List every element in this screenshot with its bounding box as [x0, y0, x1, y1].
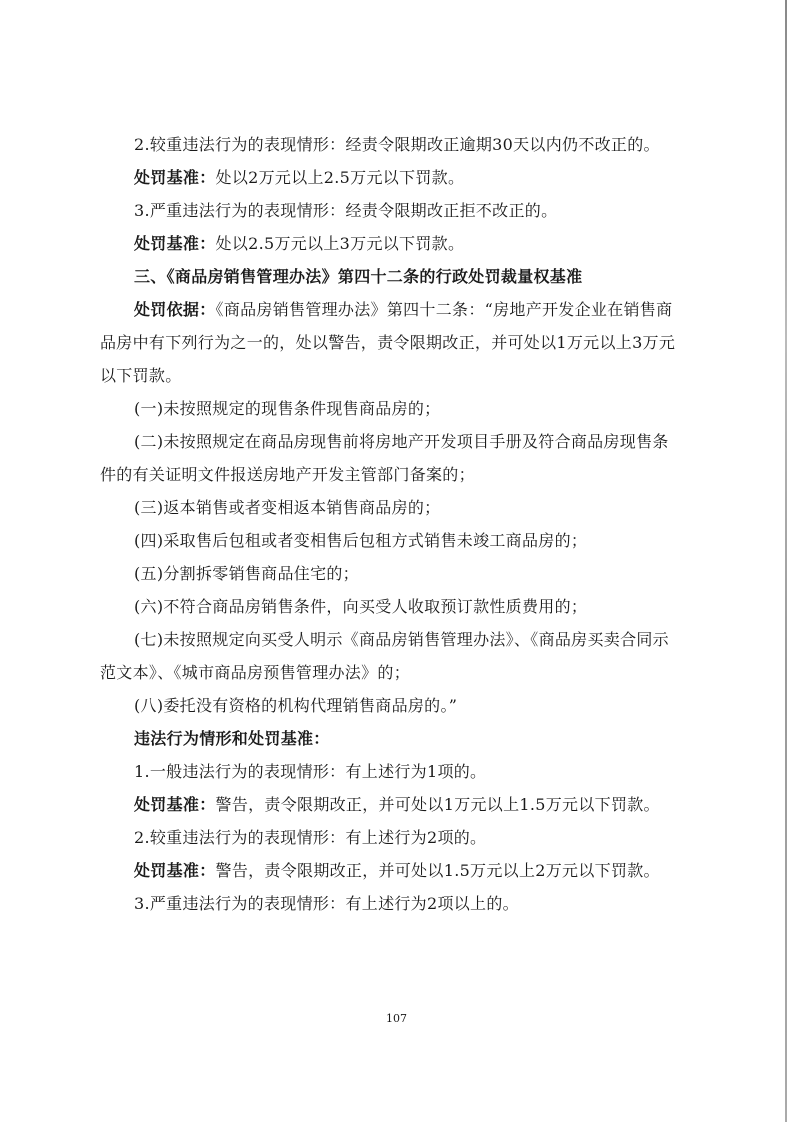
paragraph: 处罚基准：警告，责令限期改正，并可处以1万元以上1.5万元以下罚款。 [134, 795, 660, 814]
list-item: (五)分割拆零销售商品住宅的； [134, 564, 359, 583]
scan-edge-line [785, 0, 787, 1122]
paragraph: 1.一般违法行为的表现情形：有上述行为1项的。 [134, 762, 487, 781]
list-item: (八)委托没有资格的机构代理销售商品房的。” [134, 696, 458, 715]
paragraph: 3.严重违法行为的表现情形：经责令限期改正拒不改正的。 [134, 201, 558, 220]
paragraph: 处罚基准：处以2.5万元以上3万元以下罚款。 [134, 234, 465, 253]
paragraph: 3.严重违法行为的表现情形：有上述行为2项以上的。 [134, 894, 519, 913]
paragraph: 2.较重违法行为的表现情形：经责令限期改正逾期30天以内仍不改正的。 [134, 135, 660, 154]
body-text [100, 128, 680, 920]
list-item: (一)未按照规定的现售条件现售商品房的； [134, 399, 441, 418]
page-number: 107 [386, 1012, 407, 1025]
list-item: (六)不符合商品房销售条件，向买受人收取预订款性质费用的； [134, 597, 588, 616]
paragraph: 2.较重违法行为的表现情形：有上述行为2项的。 [134, 828, 487, 847]
subheading: 违法行为情形和处罚基准： [134, 729, 330, 748]
list-item: (七)未按照规定向买受人明示《商品房销售管理办法》、《商品房买卖合同示范文本》、《城市商品房预售管理办法》的； [100, 630, 669, 682]
paragraph: 处罚基准：处以2万元以上2.5万元以下罚款。 [134, 168, 465, 187]
paragraph: 处罚基准：警告，责令限期改正，并可处以1.5万元以上2万元以下罚款。 [134, 861, 660, 880]
list-item: (三)返本销售或者变相返本销售商品房的； [134, 498, 441, 517]
list-item: (二)未按照规定在商品房现售前将房地产开发项目手册及符合商品房现售条件的有关证明文件报送房地产开发主管部门备案的； [100, 432, 669, 484]
paragraph: 处罚依据：《商品房销售管理办法》第四十二条：“房地产开发企业在销售商品房中有下列行为之一的，处以警告，责令限期改正，并可处以1万元以上3万元以下罚款。 [100, 300, 676, 385]
section-heading: 三、《商品房销售管理办法》第四十二条的行政处罚裁量权基准 [134, 267, 583, 286]
list-item: (四)采取售后包租或者变相售后包租方式销售未竣工商品房的； [134, 531, 588, 550]
